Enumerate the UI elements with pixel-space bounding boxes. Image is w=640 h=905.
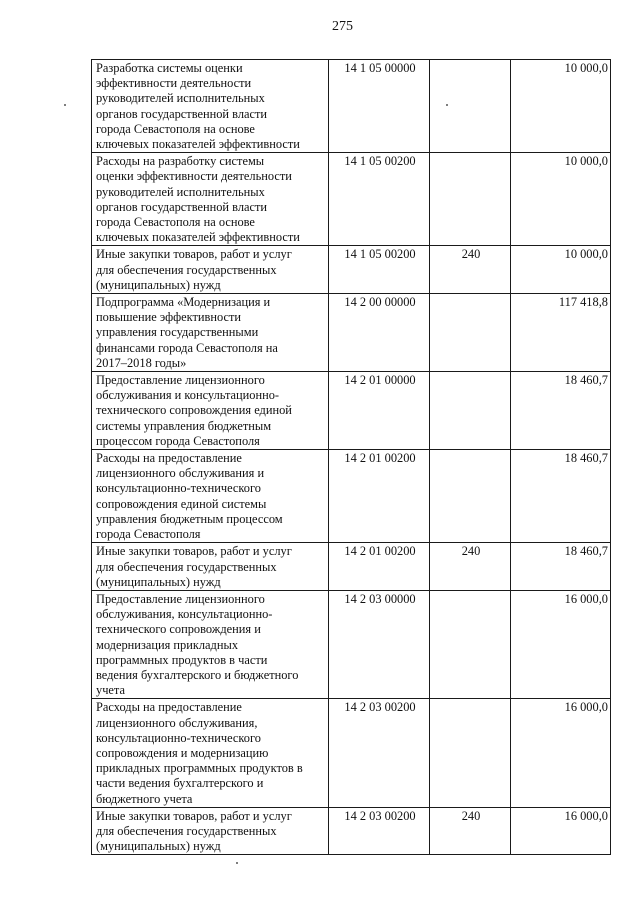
row-name-line: системы управления бюджетным (96, 418, 272, 433)
row-name-line: руководителей исполнительных (96, 184, 265, 199)
row-code-cell: 14 2 01 00200 (329, 450, 430, 543)
row-code-cell: 14 1 05 00200 (329, 153, 430, 246)
row-amount-cell: 10 000,0 (511, 153, 611, 246)
row-name-cell (92, 153, 329, 246)
table-row (92, 450, 611, 543)
row-amount-cell: 10 000,0 (511, 246, 611, 294)
row-name-line: руководителей исполнительных (96, 91, 265, 106)
row-name-cell (92, 450, 329, 543)
row-name-line: технического сопровождения и (96, 622, 261, 637)
row-name-line: Расходы на разработку системы (96, 154, 265, 169)
row-amount-cell: 16 000,0 (511, 590, 611, 698)
row-type-cell: 240 (430, 246, 511, 294)
row-type-cell: 240 (430, 807, 511, 855)
row-code-cell: 14 2 03 00200 (329, 699, 430, 807)
table-row (92, 294, 611, 372)
row-name-line: сопровождения и модернизацию (96, 745, 269, 760)
row-name-line: эффективности деятельности (96, 76, 252, 91)
row-name-cell (92, 246, 329, 294)
table-row (92, 807, 611, 855)
row-name-line: процессом города Севастополя (96, 433, 260, 448)
row-code-cell: 14 1 05 00000 (329, 60, 430, 153)
row-type-cell (430, 60, 511, 153)
row-name-line: обслуживания, консультационно- (96, 607, 273, 622)
budget-table (91, 59, 611, 855)
page-number: 275 (332, 19, 353, 34)
row-type-cell (430, 372, 511, 450)
row-name-cell (92, 543, 329, 591)
row-name-line: учета (96, 683, 125, 698)
row-name-line: повышение эффективности (96, 310, 242, 325)
row-name-line: (муниципальных) нужд (96, 839, 221, 854)
row-name-line: Расходы на предоставление (96, 451, 242, 466)
row-name-line: ведения бухгалтерского и бюджетного (96, 667, 299, 682)
table-row (92, 590, 611, 698)
row-name-line: для обеспечения государственных (96, 559, 277, 574)
row-type-cell (430, 153, 511, 246)
row-name-line: ключевых показателей эффективности (96, 230, 300, 245)
row-name-line: Подпрограмма «Модернизация и (96, 295, 271, 310)
row-amount-cell: 117 418,8 (511, 294, 611, 372)
row-amount-cell: 16 000,0 (511, 699, 611, 807)
row-name-line: Предоставление лицензионного (96, 373, 265, 388)
row-name-line: Иные закупки товаров, работ и услуг (96, 808, 292, 823)
row-name-line: города Севастополя на основе (96, 215, 255, 230)
row-code-cell: 14 2 01 00200 (329, 543, 430, 591)
row-name-line: консультационно-технического (96, 730, 261, 745)
row-name-line: прикладных программных продуктов в (96, 761, 303, 776)
row-name-line: органов государственной власти (96, 106, 268, 121)
row-code-cell: 14 2 00 00000 (329, 294, 430, 372)
row-name-line: города Севастополя на основе (96, 121, 255, 136)
row-name-line: лицензионного обслуживания, (96, 715, 258, 730)
row-name-line: (муниципальных) нужд (96, 277, 221, 292)
row-code-cell: 14 2 03 00000 (329, 590, 430, 698)
row-type-cell (430, 699, 511, 807)
row-name-line: (муниципальных) нужд (96, 574, 221, 589)
table-row (92, 153, 611, 246)
row-name-line: оценки эффективности деятельности (96, 169, 292, 184)
table-row (92, 372, 611, 450)
row-name-line: бюджетного учета (96, 791, 193, 806)
row-name-line: модернизация прикладных (96, 637, 239, 652)
scan-speck (446, 104, 448, 106)
row-name-cell (92, 60, 329, 153)
row-code-cell: 14 2 03 00200 (329, 807, 430, 855)
scan-speck (64, 104, 66, 106)
row-name-line: для обеспечения государственных (96, 823, 277, 838)
row-amount-cell: 18 460,7 (511, 450, 611, 543)
row-name-line: консультационно-технического (96, 481, 261, 496)
row-type-cell (430, 294, 511, 372)
row-code-cell: 14 1 05 00200 (329, 246, 430, 294)
row-name-cell (92, 807, 329, 855)
row-name-line: управления государственными (96, 325, 259, 340)
row-type-cell (430, 590, 511, 698)
table-row (92, 699, 611, 807)
scan-speck (236, 862, 238, 864)
table-row (92, 60, 611, 153)
row-name-line: органов государственной власти (96, 199, 268, 214)
row-name-line: части ведения бухгалтерского и (96, 776, 264, 791)
row-name-line: Расходы на предоставление (96, 700, 242, 715)
row-amount-cell: 10 000,0 (511, 60, 611, 153)
row-name-line: Иные закупки товаров, работ и услуг (96, 544, 292, 559)
row-name-cell (92, 294, 329, 372)
row-name-line: ключевых показателей эффективности (96, 137, 300, 152)
row-amount-cell: 18 460,7 (511, 543, 611, 591)
row-name-line: обслуживания и консультационно- (96, 388, 280, 403)
row-name-line: финансами города Севастополя на (96, 340, 278, 355)
row-amount-cell: 16 000,0 (511, 807, 611, 855)
row-type-cell: 240 (430, 543, 511, 591)
row-name-line: управления бюджетным процессом (96, 511, 283, 526)
row-name-cell (92, 372, 329, 450)
row-name-line: Предоставление лицензионного (96, 591, 265, 606)
row-name-cell (92, 590, 329, 698)
row-name-line: программных продуктов в части (96, 652, 268, 667)
row-code-cell: 14 2 01 00000 (329, 372, 430, 450)
row-name-line: лицензионного обслуживания и (96, 466, 265, 481)
row-name-line: города Севастополя (96, 527, 201, 542)
row-amount-cell: 18 460,7 (511, 372, 611, 450)
row-name-line: технического сопровождения единой (96, 403, 292, 418)
budget-table-body (92, 60, 611, 855)
table-row (92, 246, 611, 294)
table-row (92, 543, 611, 591)
row-name-line: Иные закупки товаров, работ и услуг (96, 247, 292, 262)
row-type-cell (430, 450, 511, 543)
row-name-line: 2017–2018 годы» (96, 355, 187, 370)
row-name-cell (92, 699, 329, 807)
row-name-line: Разработка системы оценки (96, 61, 243, 75)
row-name-line: сопровождения единой системы (96, 496, 267, 511)
row-name-line: для обеспечения государственных (96, 262, 277, 277)
